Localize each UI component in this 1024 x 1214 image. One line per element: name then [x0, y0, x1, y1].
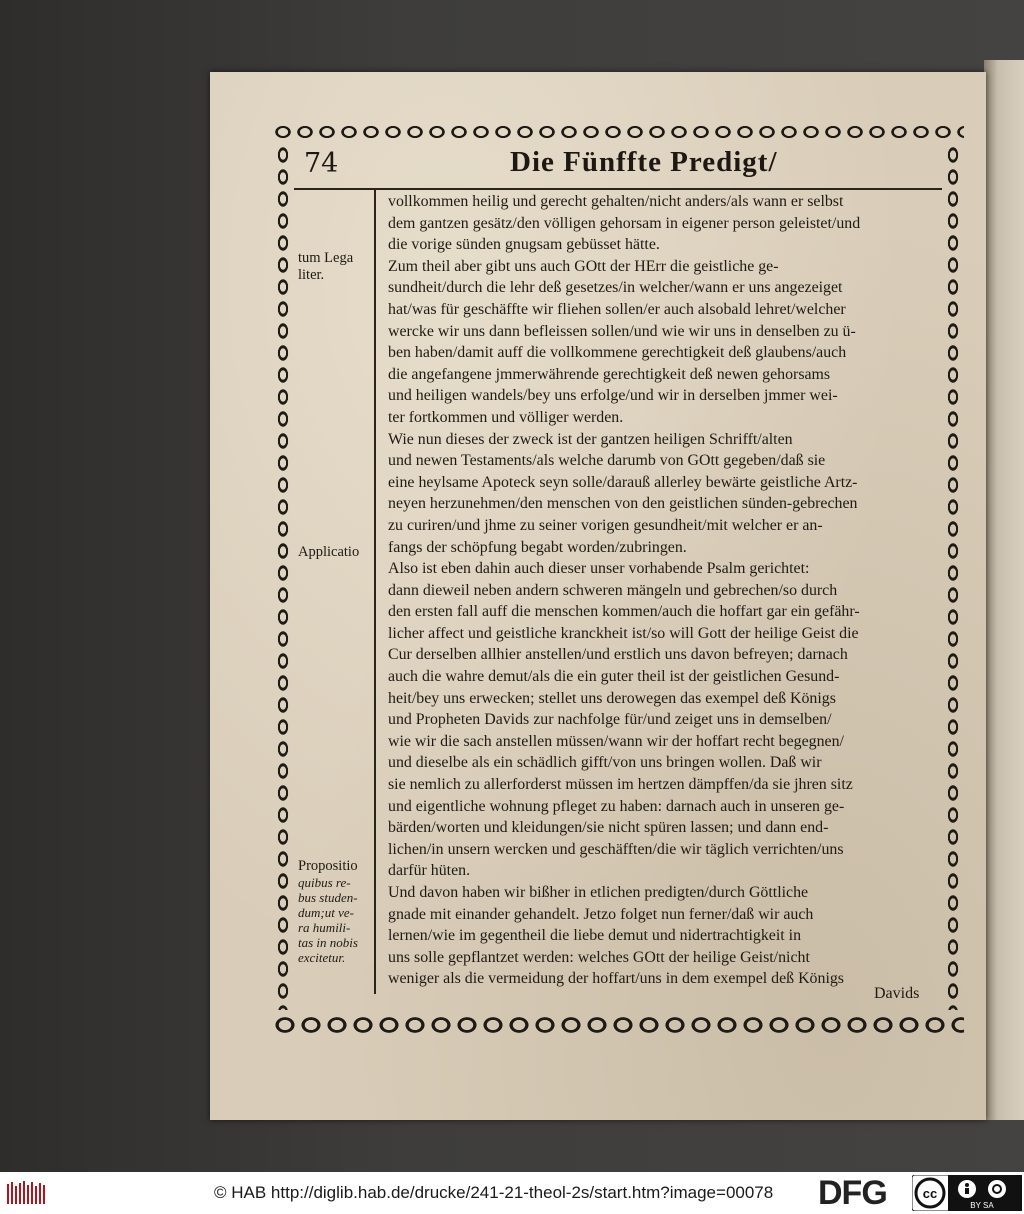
text-line: dem gantzen gesätz/den völligen gehorsam in eigener person geleistet/und: [388, 214, 861, 232]
margin-note-latin: excitetur.: [298, 949, 346, 965]
margin-note-latin: bus studen-: [298, 889, 358, 905]
text-line: eine heylsame Apoteck seyn solle/darauß allerley bewärte geistliche Artz-: [388, 473, 858, 491]
license-badge-text: BY SA: [970, 1201, 994, 1210]
text-line: und eigentliche wohnung pfleget zu haben: darnach auch in unseren ge-: [388, 797, 845, 815]
text-line: lichen/in unsern wercken und geschäfften/die wir täglich verrichten/uns: [388, 840, 844, 858]
text-line: vollkommen heilig und gerecht gehalten/nicht anders/als wann er selbst: [388, 193, 844, 210]
text-line: und newen Testaments/als welche darumb von GOtt gegeben/daß sie: [388, 452, 826, 470]
ornamental-border-left: [272, 144, 294, 1010]
ornamental-border-bottom: [272, 1010, 964, 1040]
text-line: den ersten fall auff die menschen kommen/auch die hoffart gar ein gefähr-: [388, 603, 860, 621]
ornamental-border-right: [942, 144, 964, 1010]
text-line: lernen/wie im gegentheil die liebe demut und nidertrachtigkeit in: [388, 927, 802, 945]
hab-library-logo-icon[interactable]: [6, 1180, 46, 1208]
text-line: hat/was für geschäffte wir fliehen sollen/er auch alsobald lehret/welcher: [388, 300, 846, 318]
creative-commons-license-icon[interactable]: [912, 1175, 1022, 1211]
text-line: Cur derselben allhier anstellen/und erstlich uns davon befreyen; darnach: [388, 646, 848, 664]
text-line: gnade mit einander gehandelt. Jetzo folget nun ferner/daß wir auch: [388, 905, 814, 923]
text-line: Zum theil aber gibt uns auch GOtt der HErr die geistliche ge-: [388, 257, 779, 275]
viewer-footer: [0, 1172, 1024, 1214]
margin-note-text: Propositio: [298, 858, 358, 874]
text-line: sundheit/durch die lehr deß gesetzes/in welcher/wann er uns angezeiget: [388, 279, 843, 297]
margin-rule: [374, 190, 376, 994]
margin-note-text: liter.: [298, 266, 325, 283]
text-line: die vorige sünden gnugsam gebüsset hätte.: [388, 236, 660, 254]
header-rule: [294, 188, 942, 190]
text-line: Also ist eben dahin auch dieser unser vorhabende Psalm gerichtet:: [388, 560, 810, 578]
text-line: ben haben/damit auff die vollkommene gerechtigkeit deß glaubens/auch: [388, 344, 847, 362]
dfg-logo: DFG: [818, 1174, 887, 1212]
ornamental-border-top: [272, 120, 964, 144]
running-title: Die Fünffte Predigt/: [510, 146, 778, 178]
margin-note-legaliter: [298, 250, 353, 283]
text-line: fangs der schöpfung begabt worden/zubringen.: [388, 538, 687, 556]
text-line: darfür hüten.: [388, 862, 471, 880]
adjacent-page-edge: [984, 60, 1024, 1120]
margin-note-propositio: [298, 858, 372, 965]
text-line: neyen herzunehmen/den menschen von den geistlichen sünden-gebrechen: [388, 495, 858, 513]
text-line: wie wir die sach anstellen müssen/wann wir der hoffart recht begegnen/: [388, 732, 844, 750]
sermon-body-text: [388, 191, 940, 990]
text-line: bärden/worten und kleidungen/sie nicht spüren lassen; und dann end-: [388, 819, 829, 837]
catchword: Davids: [874, 985, 920, 1002]
text-line: wercke wir uns dann befleissen sollen/und wie wir uns in denselben zu ü-: [388, 322, 856, 340]
text-line: sie nemlich zu allerforderst müssen im hertzen dämpffen/da sie jhren sitz: [388, 776, 853, 794]
copyright-link[interactable]: © HAB http://diglib.hab.de/drucke/241-21-theol-2s/start.htm?image=00078: [214, 1183, 774, 1202]
text-line: Wie nun dieses der zweck ist der gantzen heiligen Schrifft/alten: [388, 430, 793, 448]
text-line: und heiligen wandels/bey uns erfolge/und wir in derselben jmmer wei-: [388, 387, 838, 405]
svg-text:cc: cc: [922, 1186, 938, 1201]
margin-note-latin: dum;ut ve-: [298, 904, 354, 920]
page-number: 74: [304, 148, 339, 179]
text-line: auch die wahre demut/als die ein guter theil ist der geistlichen Gesund-: [388, 668, 840, 686]
text-line: Und davon haben wir bißher in etlichen predigten/durch Göttliche: [388, 884, 809, 901]
text-line: uns solle gepflantzet werden: welches GOtt der heilige Geist/nicht: [388, 948, 810, 966]
text-line: zu curiren/und jhme zu seiner vorigen gesundheit/mit welcher er an-: [388, 516, 823, 534]
margin-note-text: tum Lega: [298, 250, 354, 266]
text-line: weniger als die vermeidung der hoffart/uns in dem exempel deß Königs: [388, 970, 844, 988]
text-line: die angefangene jmmerwährende gerechtigkeit deß newen gehorsams: [388, 365, 831, 383]
text-line: ter fortkommen und völliger werden.: [388, 408, 624, 426]
margin-note-latin: tas in nobis: [298, 934, 358, 950]
margin-note-latin: quibus re-: [298, 874, 351, 890]
text-line: und dieselbe als ein schädlich gifft/von uns bringen wollen. Daß wir: [388, 754, 822, 772]
margin-note-latin: ra humili-: [298, 919, 351, 935]
text-line: licher affect und geistliche kranckheit ist/so will Gott der heilige Geist die: [388, 624, 859, 642]
text-line: dann dieweil neben andern schweren mängeln und gebrechen/so durch: [388, 581, 838, 599]
margin-note-applicatio: Applicatio: [298, 544, 360, 560]
text-line: heit/bey uns erwecken; stellet uns derowegen das exempel deß Königs: [388, 689, 836, 707]
text-line: und Propheten Davids zur nachfolge für/und zeiget uns in demselben/: [388, 711, 832, 729]
